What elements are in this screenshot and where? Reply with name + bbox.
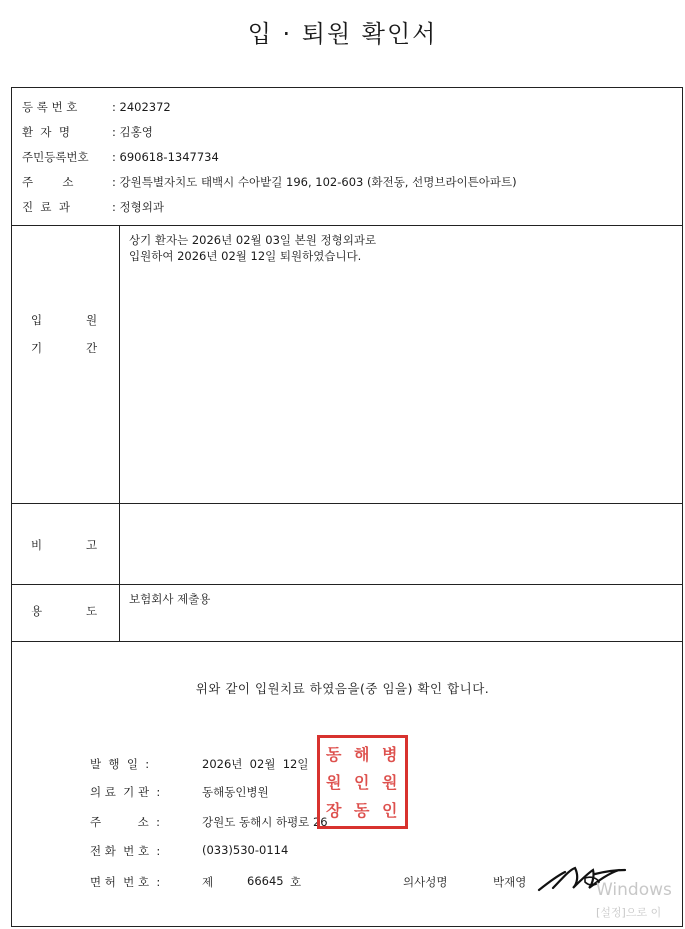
address-value: : 강원특별자치도 태백시 수아밭길 196, 102-603 (화전동, 선명브라이튼아파트) [112, 175, 517, 189]
seal-glyph: 동 [354, 801, 370, 820]
seal-glyph: 동 [326, 745, 342, 764]
seal-glyph: 인 [354, 773, 370, 792]
addr-label: 주 소 : [90, 815, 160, 829]
rrn-label: 주민등록번호 [22, 150, 89, 164]
period-label-char: 간 [86, 341, 98, 355]
seal-glyph: 인 [382, 801, 398, 820]
address-label: 주 소 [22, 175, 74, 189]
phone-value: (033)530-0114 [202, 843, 289, 857]
divider [11, 503, 682, 504]
date-value: 2026년 02월 12일 [202, 757, 309, 771]
seal-glyph: 원 [326, 773, 342, 792]
doctor-name: 박재영 [493, 875, 527, 889]
date-label: 발 행 일 : [90, 757, 150, 771]
confirm-text: 위와 같이 입원치료 하였음을(중 임을) 확인 합니다. [195, 681, 490, 696]
reg-no-value: : 2402372 [112, 100, 171, 114]
phone-label: 전 화 번 호 : [90, 844, 161, 858]
document-title: 입 · 퇴원 확인서 [247, 20, 438, 48]
seal-glyph: 장 [326, 801, 342, 820]
divider [119, 503, 120, 584]
dept-label: 진 료 과 [22, 200, 70, 214]
dept-value: : 정형외과 [112, 200, 164, 214]
period-label-char: 기 [31, 341, 43, 355]
reg-no-label: 등 록 번 호 [22, 100, 78, 114]
seal-glyph: 해 [354, 745, 370, 764]
license-number: 66645 [247, 874, 284, 888]
addr-value: 강원도 동해시 하평로 26 [202, 815, 328, 829]
divider [11, 584, 682, 585]
seal-glyph: 원 [382, 773, 398, 792]
doctor-label: 의사성명 [403, 875, 448, 889]
purpose-label-char: 용 [31, 604, 43, 618]
address-row [22, 174, 517, 190]
period-label-char: 원 [86, 313, 98, 327]
org-label: 의 료 기 관 : [90, 785, 161, 799]
name-value: : 김홍영 [112, 125, 153, 139]
divider [11, 641, 682, 642]
name-label: 환 자 명 [22, 125, 70, 139]
license-prefix: 제 [202, 875, 214, 889]
purpose-value: 보험회사 제출용 [129, 592, 211, 606]
name-row [22, 124, 153, 140]
reg-no-row [22, 99, 171, 115]
license-label: 면 허 번 호 : [90, 875, 161, 889]
org-value: 동해동인병원 [202, 785, 269, 799]
windows-watermark-sub: [설정]으로 이 [596, 906, 662, 919]
period-text-line2: 입원하여 2026년 02월 12일 퇴원하였습니다. [129, 249, 362, 263]
seal-glyph: 병 [382, 745, 398, 764]
hospital-seal [317, 735, 408, 829]
license-suffix: 호 [290, 875, 302, 889]
remarks-label-char: 고 [86, 538, 98, 552]
divider [11, 225, 682, 226]
remarks-label-char: 비 [31, 538, 43, 552]
period-text-line1: 상기 환자는 2026년 02월 03일 본원 정형외과로 [129, 233, 377, 247]
windows-watermark: Windows [596, 880, 672, 900]
purpose-label-char: 도 [86, 604, 98, 618]
rrn-value: : 690618-1347734 [112, 150, 219, 164]
period-label-char: 입 [31, 313, 43, 327]
dept-row [22, 199, 164, 215]
rrn-row [22, 149, 219, 165]
